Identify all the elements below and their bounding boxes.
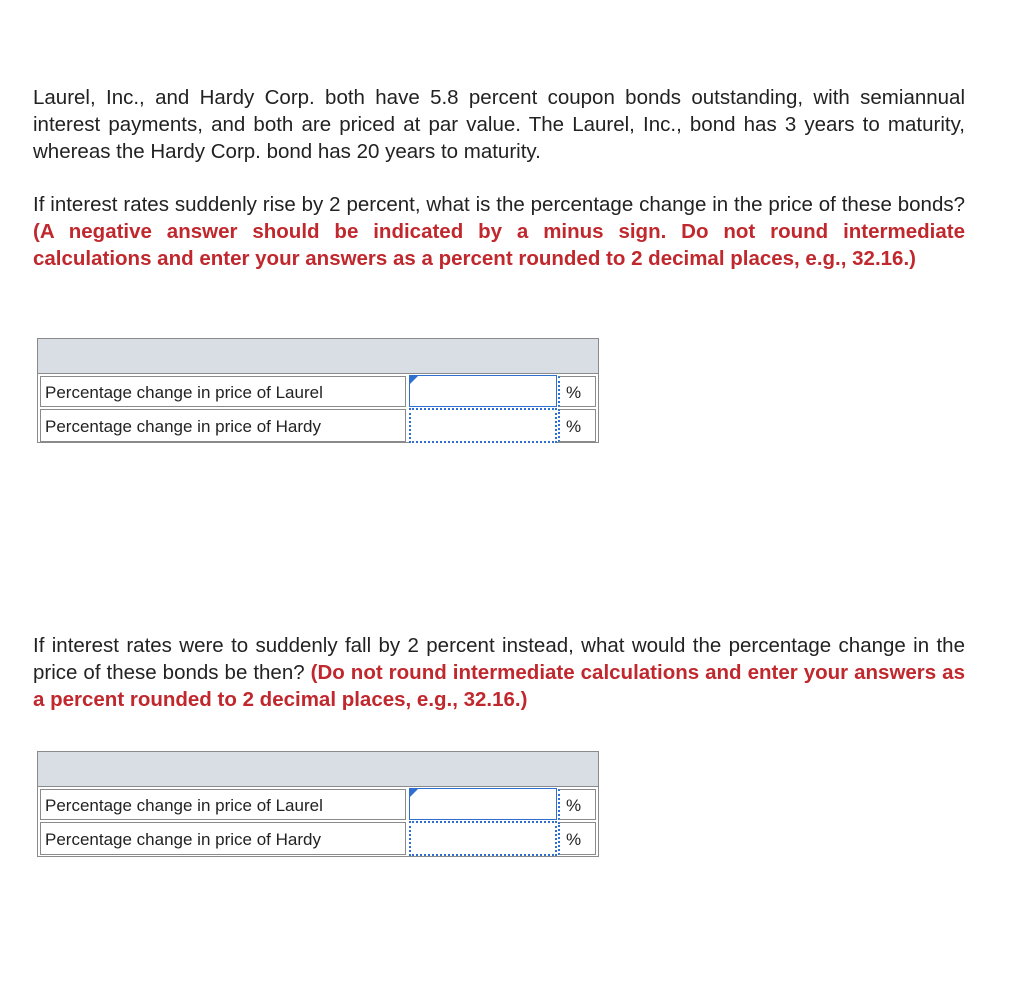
unit-label: % (558, 822, 596, 855)
question-1 (33, 191, 965, 272)
question-2 (33, 632, 965, 713)
row-label-laurel: Percentage change in price of Laurel (40, 376, 406, 407)
answer-table-1 (37, 338, 599, 443)
unit-label: % (558, 376, 596, 407)
table-row (38, 822, 598, 857)
row-label-hardy: Percentage change in price of Hardy (40, 822, 406, 855)
answer-input-box-hardy-fall[interactable] (409, 821, 557, 856)
question-1-text: If interest rates suddenly rise by 2 percent, what is the percentage change in the price of these bonds? (33, 193, 965, 216)
answer-input-box-laurel-rise[interactable] (409, 375, 557, 407)
problem-intro: Laurel, Inc., and Hardy Corp. both have 5.8 percent coupon bonds outstanding, with semiannual interest payments, and both are priced at par value. The Laurel, Inc., bond has 3 years to maturity, whereas the Hardy Corp. bond has 20 years to maturity. (33, 86, 965, 163)
unit-label: % (558, 789, 596, 820)
answer-table-2 (37, 751, 599, 857)
row-label-laurel: Percentage change in price of Laurel (40, 789, 406, 820)
table-header (38, 752, 598, 787)
row-label-hardy: Percentage change in price of Hardy (40, 409, 406, 442)
table-row (38, 409, 598, 444)
question-2-text: If interest rates were to suddenly fall by 2 percent instead, what would the percentage change in the price of these bonds be then? (33, 634, 965, 684)
question-1-instruction: (A negative answer should be indicated by a minus sign. Do not round intermediate calculations and enter your answers as a percent rounded to 2 decimal places, e.g., 32.16.) (33, 220, 965, 270)
table-header (38, 339, 598, 374)
answer-input-hardy-fall[interactable] (411, 823, 555, 854)
unit-label: % (558, 409, 596, 442)
answer-input-hardy-rise[interactable] (411, 410, 555, 441)
table-row (38, 374, 598, 409)
table-row (38, 787, 598, 822)
answer-input-box-laurel-fall[interactable] (409, 788, 557, 820)
answer-input-laurel-rise[interactable] (410, 376, 556, 406)
answer-input-laurel-fall[interactable] (410, 789, 556, 819)
answer-input-box-hardy-rise[interactable] (409, 408, 557, 443)
question-2-instruction: (Do not round intermediate calculations and enter your answers as a percent rounded to 2 decimal places, e.g., 32.16.) (33, 661, 965, 711)
